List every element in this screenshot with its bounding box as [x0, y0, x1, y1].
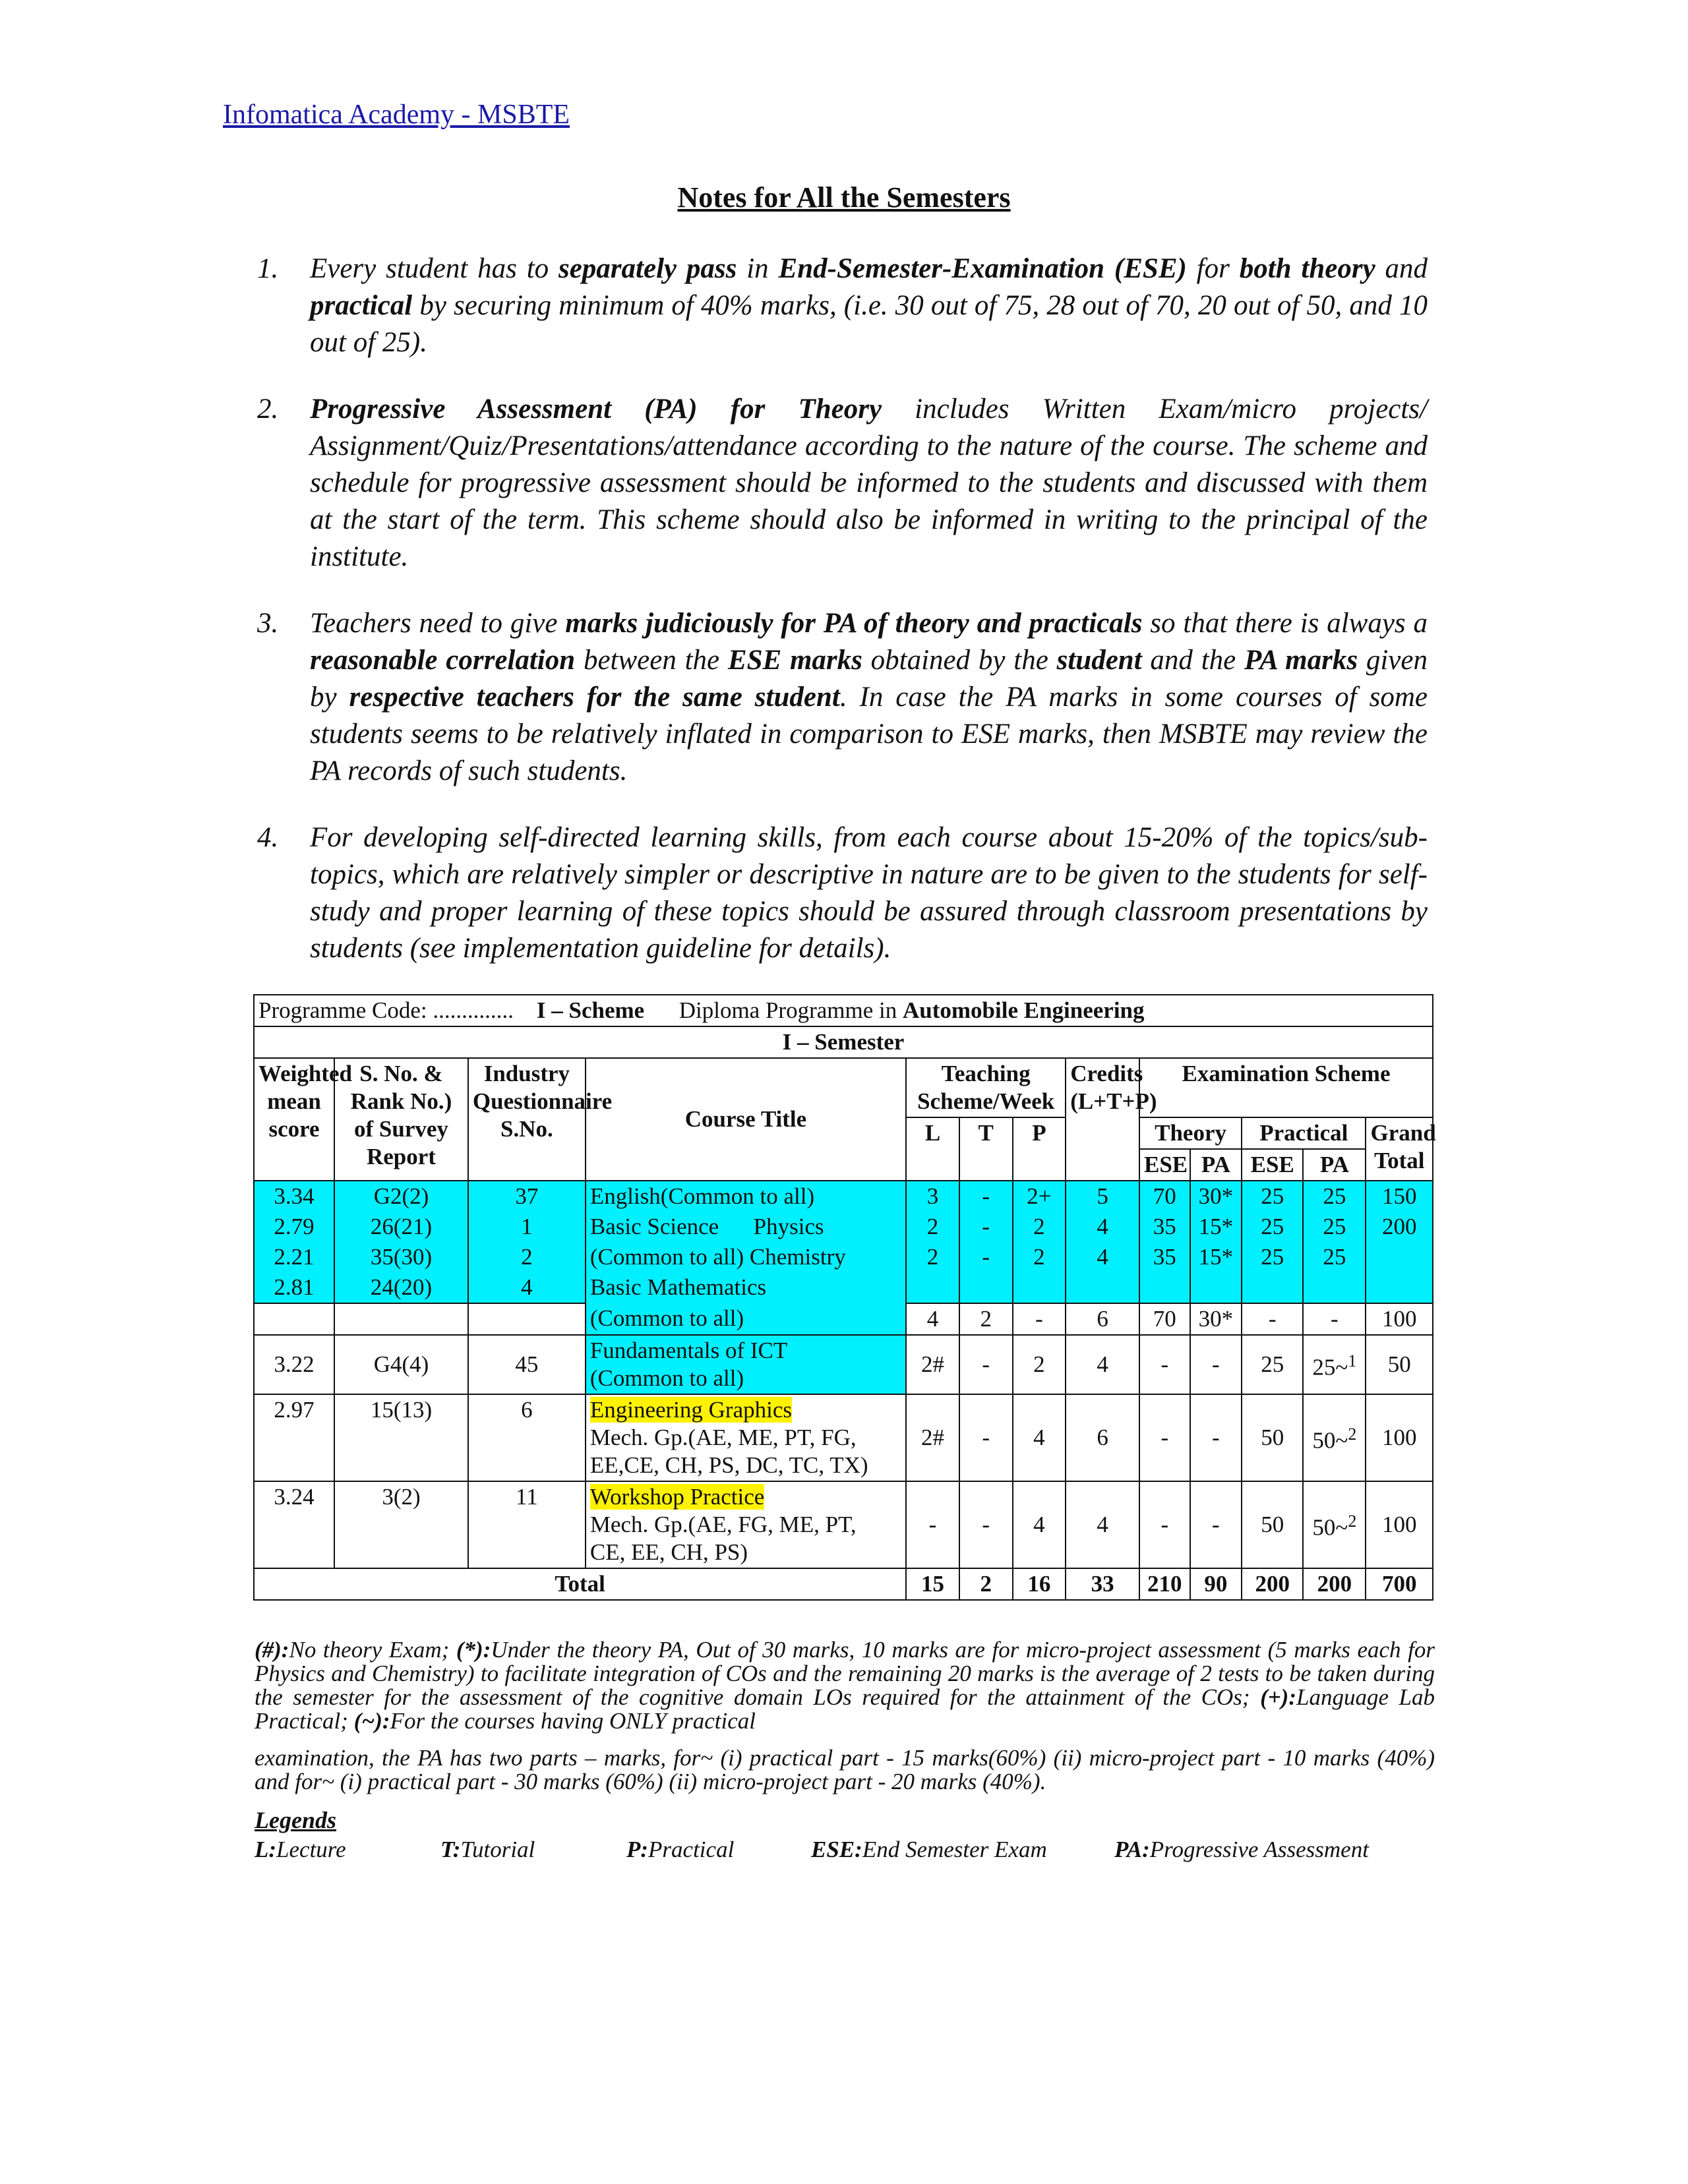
- semester-row: [254, 1026, 1433, 1058]
- note-number: 4.: [257, 822, 279, 853]
- weighted-cell: 2.21: [254, 1242, 334, 1272]
- theory-pa-cell: -: [1190, 1335, 1242, 1394]
- notes-list: [257, 251, 1428, 997]
- footnote-mark: 2: [1348, 1512, 1357, 1531]
- L-cell: 4: [906, 1303, 959, 1335]
- note-emphasis: reasonable correlation: [310, 645, 576, 676]
- footnote-continuation: examination, the PA has two parts – marks, for~ (i) practical part - 15 marks(60%) (ii) micro-project part - 10 marks (40%) and for~ (i) practical part - 30 marks (60%) (ii) micro-project part - 20 marks (40%).: [255, 1745, 1435, 1794]
- note-text: obtained by the: [862, 645, 1057, 676]
- survey-cell: 35(30): [334, 1242, 468, 1272]
- credits-cell: 5: [1066, 1181, 1139, 1212]
- note-emphasis: respective teachers for the same student: [349, 682, 840, 713]
- header-P: P: [1013, 1117, 1066, 1181]
- total-P: 16: [1013, 1568, 1066, 1600]
- course-title-cell: [586, 1481, 906, 1568]
- legend-value: Tutorial: [460, 1837, 535, 1862]
- footnote-mark: 2: [1348, 1425, 1357, 1444]
- header-credits: Credits (L+T+P): [1066, 1058, 1139, 1181]
- practical-pa-cell: [1303, 1335, 1366, 1394]
- header-teaching: Teaching Scheme/Week: [906, 1058, 1066, 1117]
- table-row: [254, 1394, 1433, 1481]
- total-cell: 100: [1366, 1394, 1433, 1481]
- course-title-cell: Basic Science Physics: [586, 1212, 906, 1242]
- header-sno: S. No. & Rank No.) of Survey Report: [334, 1058, 468, 1181]
- header-exam: Examination Scheme: [1139, 1058, 1433, 1117]
- industry-cell: 6: [468, 1394, 586, 1481]
- footnote-text: Under the theory PA, Out of 30 marks, 10 marks are for micro-project assessment (5 marks each for Physics and Chemistry) to facilitate integration of COs and the remaining 20 marks is the average of 2 tests to be taken during the semester for the assessment of the cognitive domain LOs required for the attainment of the COs;: [255, 1637, 1435, 1710]
- note-text: so that there is always a: [1142, 608, 1428, 639]
- note-emphasis: both theory: [1239, 253, 1375, 284]
- footnotes: [255, 1638, 1435, 1794]
- course-subtitle: CE, EE, CH, PS): [589, 1539, 748, 1565]
- course-subtitle: Mech. Gp.(AE, ME, PT, FG,: [589, 1425, 857, 1450]
- footnote-mark: 1: [1348, 1351, 1357, 1371]
- legend-key: T:: [440, 1837, 461, 1862]
- total-cell: 150: [1366, 1181, 1433, 1212]
- credits-cell: 4: [1066, 1242, 1139, 1272]
- total-label: Total: [254, 1568, 906, 1600]
- total-cell: [1366, 1272, 1433, 1303]
- header-course-title: Course Title: [586, 1058, 906, 1181]
- practical-pa-cell: 25: [1303, 1212, 1366, 1242]
- practical-ese-cell: [1242, 1272, 1303, 1303]
- survey-cell: G2(2): [334, 1181, 468, 1212]
- course-title-cell: [586, 1394, 906, 1481]
- legend-item: [1114, 1837, 1369, 1863]
- note-text: and: [1375, 253, 1428, 284]
- P-cell: [1013, 1272, 1066, 1303]
- note-text: Every student has to: [310, 253, 558, 284]
- practical-pa-value: 25~: [1312, 1354, 1348, 1380]
- industry-cell: 1: [468, 1212, 586, 1242]
- legend-value: Lecture: [276, 1837, 346, 1862]
- header-theory: Theory: [1139, 1117, 1242, 1149]
- header-link[interactable]: Infomatica Academy - MSBTE: [223, 100, 570, 130]
- L-cell: 3: [906, 1181, 959, 1212]
- practical-ese-cell: 25: [1242, 1242, 1303, 1272]
- legend-key: ESE:: [811, 1837, 862, 1862]
- semester-label: I – Semester: [254, 1026, 1433, 1058]
- note-text: includes Written Exam/micro projects/ Assignment/Quiz/Presentations/attendance according to the nature of the course. The scheme and schedule for progressive assessment should be informed to the students and discussed with them at the start of the term. This scheme should also be informed in writing to the principal of the institute.: [310, 394, 1428, 572]
- teaching-scheme-table: [253, 994, 1436, 1601]
- note-text: Teachers need to give: [310, 608, 566, 639]
- theory-pa-cell: 15*: [1190, 1212, 1242, 1242]
- table-row: [254, 1272, 1433, 1303]
- theory-pa-cell: [1190, 1272, 1242, 1303]
- course-title: Workshop Practice: [589, 1484, 765, 1510]
- footnote-key: (~):: [353, 1708, 390, 1734]
- footnote-text: Language Lab Practical;: [255, 1684, 1435, 1734]
- programme-code: Programme Code: ..............: [258, 997, 514, 1023]
- diploma-name: Automobile Engineering: [902, 997, 1145, 1023]
- header-practical-ese: ESE: [1242, 1149, 1303, 1181]
- total-row: [254, 1568, 1433, 1600]
- page-title: Notes for All the Semesters: [677, 181, 1011, 214]
- legend-key: PA:: [1114, 1837, 1150, 1862]
- note-text: for: [1186, 253, 1240, 284]
- table-row: [254, 1212, 1433, 1242]
- practical-ese-cell: 25: [1242, 1181, 1303, 1212]
- note-4: [257, 819, 1428, 967]
- credits-cell: [1066, 1272, 1139, 1303]
- industry-cell: 37: [468, 1181, 586, 1212]
- legend-key: P:: [626, 1837, 649, 1862]
- practical-ese-cell: -: [1242, 1303, 1303, 1335]
- note-number: 2.: [257, 394, 279, 425]
- theory-ese-cell: -: [1139, 1394, 1190, 1481]
- P-cell: -: [1013, 1303, 1066, 1335]
- total-theory-ese: 210: [1139, 1568, 1190, 1600]
- header-practical: Practical: [1242, 1117, 1366, 1149]
- practical-pa-value: 50~: [1312, 1514, 1348, 1541]
- total-theory-pa: 90: [1190, 1568, 1242, 1600]
- legend-item: [440, 1837, 626, 1863]
- note-3: [257, 605, 1428, 790]
- note-number: 1.: [257, 253, 279, 284]
- total-L: 15: [906, 1568, 959, 1600]
- course-subtitle: (Common to all): [589, 1365, 744, 1391]
- course-title-cell: English(Common to all): [586, 1181, 906, 1212]
- legend-item: [255, 1837, 440, 1863]
- course-title-cell: (Common to all) Chemistry: [586, 1242, 906, 1272]
- T-cell: -: [959, 1481, 1013, 1568]
- theory-ese-cell: -: [1139, 1481, 1190, 1568]
- note-emphasis: practical: [310, 290, 413, 321]
- survey-cell: 26(21): [334, 1212, 468, 1242]
- T-cell: -: [959, 1335, 1013, 1394]
- T-cell: 2: [959, 1303, 1013, 1335]
- weighted-cell: [254, 1303, 334, 1335]
- practical-ese-cell: 50: [1242, 1394, 1303, 1481]
- weighted-cell: 3.34: [254, 1181, 334, 1212]
- table-row: [254, 1181, 1433, 1212]
- course-title-cell: Basic Mathematics: [586, 1272, 906, 1303]
- practical-ese-cell: 25: [1242, 1212, 1303, 1242]
- course-title: Engineering Graphics: [589, 1397, 792, 1423]
- note-emphasis: Progressive Assessment (PA) for Theory: [310, 394, 882, 425]
- header-weighted: Weighted mean score: [254, 1058, 334, 1181]
- P-cell: 2+: [1013, 1181, 1066, 1212]
- P-cell: 2: [1013, 1212, 1066, 1242]
- theory-pa-cell: 30*: [1190, 1303, 1242, 1335]
- note-1: [257, 251, 1428, 361]
- survey-cell: 3(2): [334, 1481, 468, 1568]
- course-title-cell: (Common to all): [586, 1303, 906, 1335]
- T-cell: [959, 1272, 1013, 1303]
- weighted-cell: 3.24: [254, 1481, 334, 1568]
- footnote-key: (#):: [255, 1637, 289, 1663]
- L-cell: 2: [906, 1212, 959, 1242]
- theory-ese-cell: 35: [1139, 1212, 1190, 1242]
- note-number: 3.: [257, 608, 279, 639]
- weighted-cell: 2.81: [254, 1272, 334, 1303]
- P-cell: 2: [1013, 1242, 1066, 1272]
- column-header-row: [254, 1058, 1433, 1117]
- course-title: Fundamentals of ICT: [589, 1338, 788, 1363]
- legend-item: [811, 1837, 1114, 1863]
- note-text: in: [737, 253, 779, 284]
- theory-ese-cell: -: [1139, 1335, 1190, 1394]
- practical-ese-cell: 50: [1242, 1481, 1303, 1568]
- diploma-prefix: Diploma Programme in: [678, 997, 903, 1023]
- theory-pa-cell: 15*: [1190, 1242, 1242, 1272]
- industry-cell: 4: [468, 1272, 586, 1303]
- table-row: [254, 1242, 1433, 1272]
- total-cell: [1366, 1242, 1433, 1272]
- T-cell: -: [959, 1181, 1013, 1212]
- total-T: 2: [959, 1568, 1013, 1600]
- industry-cell: 2: [468, 1242, 586, 1272]
- theory-pa-cell: -: [1190, 1481, 1242, 1568]
- total-practical-ese: 200: [1242, 1568, 1303, 1600]
- survey-cell: 15(13): [334, 1394, 468, 1481]
- practical-pa-cell: [1303, 1272, 1366, 1303]
- course-title-cell: [586, 1335, 906, 1394]
- note-text: . In case the PA marks in some courses of some students seems to be relatively inflated in comparison to ESE marks, then MSBTE may review the PA records of such students.: [310, 682, 1428, 786]
- note-emphasis: marks judiciously for PA of theory and practicals: [565, 608, 1143, 639]
- total-practical-pa: 200: [1303, 1568, 1366, 1600]
- industry-cell: 11: [468, 1481, 586, 1568]
- note-text: between the: [575, 645, 728, 676]
- table-row: [254, 1481, 1433, 1568]
- practical-pa-value: 50~: [1312, 1427, 1348, 1454]
- scheme-label: I – Scheme: [536, 997, 645, 1023]
- note-emphasis: PA marks: [1244, 645, 1358, 676]
- credits-cell: 4: [1066, 1335, 1139, 1394]
- table-row: [254, 1303, 1433, 1335]
- practical-pa-cell: [1303, 1394, 1366, 1481]
- note-2: [257, 391, 1428, 576]
- footnote-key: (*):: [456, 1637, 491, 1663]
- theory-pa-cell: -: [1190, 1394, 1242, 1481]
- header-T: T: [959, 1117, 1013, 1181]
- note-text: For developing self-directed learning skills, from each course about 15-20% of the topics/sub-topics, which are relatively simpler or descriptive in nature are to be given to the students for self-study and proper learning of these topics should be assured through classroom presentations by students (see implementation guideline for details).: [310, 822, 1428, 964]
- total-cell: 50: [1366, 1335, 1433, 1394]
- footnote-text: No theory Exam;: [289, 1637, 456, 1663]
- credits-cell: 6: [1066, 1394, 1139, 1481]
- T-cell: -: [959, 1394, 1013, 1481]
- footnote-text: For the courses having ONLY practical: [390, 1708, 756, 1734]
- footnote-key: (+):: [1260, 1684, 1296, 1710]
- total-grand: 700: [1366, 1568, 1433, 1600]
- L-cell: -: [906, 1481, 959, 1568]
- industry-cell: [468, 1303, 586, 1335]
- survey-cell: 24(20): [334, 1272, 468, 1303]
- note-emphasis: student: [1056, 645, 1142, 676]
- total-cell: 100: [1366, 1303, 1433, 1335]
- weighted-cell: 2.97: [254, 1394, 334, 1481]
- L-cell: [906, 1272, 959, 1303]
- theory-ese-cell: 70: [1139, 1181, 1190, 1212]
- industry-cell: 45: [468, 1335, 586, 1394]
- practical-pa-cell: [1303, 1481, 1366, 1568]
- P-cell: 2: [1013, 1335, 1066, 1394]
- header-industry: Industry Questionnaire S.No.: [468, 1058, 586, 1181]
- legend-value: Progressive Assessment: [1149, 1837, 1369, 1862]
- course-subtitle: EE,CE, CH, PS, DC, TC, TX): [589, 1452, 868, 1478]
- T-cell: -: [959, 1242, 1013, 1272]
- header-L: L: [906, 1117, 959, 1181]
- legend-value: End Semester Exam: [862, 1837, 1047, 1862]
- credits-cell: 6: [1066, 1303, 1139, 1335]
- L-cell: 2: [906, 1242, 959, 1272]
- legends-title: Legends: [255, 1807, 336, 1833]
- survey-cell: [334, 1303, 468, 1335]
- legends-row: [255, 1837, 1441, 1863]
- theory-pa-cell: 30*: [1190, 1181, 1242, 1212]
- header-theory-pa: PA: [1190, 1149, 1242, 1181]
- credits-cell: 4: [1066, 1481, 1139, 1568]
- note-emphasis: End-Semester-Examination (ESE): [778, 253, 1187, 284]
- theory-ese-cell: 35: [1139, 1242, 1190, 1272]
- course-subtitle: Mech. Gp.(AE, FG, ME, PT,: [589, 1512, 857, 1537]
- theory-ese-cell: 70: [1139, 1303, 1190, 1335]
- note-text: given by: [310, 645, 1428, 713]
- weighted-cell: 2.79: [254, 1212, 334, 1242]
- survey-cell: G4(4): [334, 1335, 468, 1394]
- header-practical-pa: PA: [1303, 1149, 1366, 1181]
- practical-pa-cell: 25: [1303, 1242, 1366, 1272]
- P-cell: 4: [1013, 1394, 1066, 1481]
- theory-ese-cell: [1139, 1272, 1190, 1303]
- legend-item: [626, 1837, 811, 1863]
- legend-value: Practical: [648, 1837, 735, 1862]
- weighted-cell: 3.22: [254, 1335, 334, 1394]
- L-cell: 2#: [906, 1335, 959, 1394]
- header-grand-total: Grand Total: [1366, 1117, 1433, 1181]
- note-text: by securing minimum of 40% marks, (i.e. 30 out of 75, 28 out of 70, 20 out of 50, and 10 out of 25).: [310, 290, 1428, 358]
- P-cell: 4: [1013, 1481, 1066, 1568]
- header-theory-ese: ESE: [1139, 1149, 1190, 1181]
- note-emphasis: ESE marks: [727, 645, 862, 676]
- table-row: [254, 1335, 1433, 1394]
- total-cell: 100: [1366, 1481, 1433, 1568]
- legend-key: L:: [255, 1837, 277, 1862]
- total-credits: 33: [1066, 1568, 1139, 1600]
- practical-pa-cell: 25: [1303, 1181, 1366, 1212]
- credits-cell: 4: [1066, 1212, 1139, 1242]
- practical-ese-cell: 25: [1242, 1335, 1303, 1394]
- L-cell: 2#: [906, 1394, 959, 1481]
- note-emphasis: separately pass: [558, 253, 737, 284]
- T-cell: -: [959, 1212, 1013, 1242]
- note-text: and the: [1141, 645, 1244, 676]
- programme-line: [254, 995, 1433, 1026]
- table-header-row: [254, 995, 1433, 1026]
- practical-pa-cell: -: [1303, 1303, 1366, 1335]
- total-cell: 200: [1366, 1212, 1433, 1242]
